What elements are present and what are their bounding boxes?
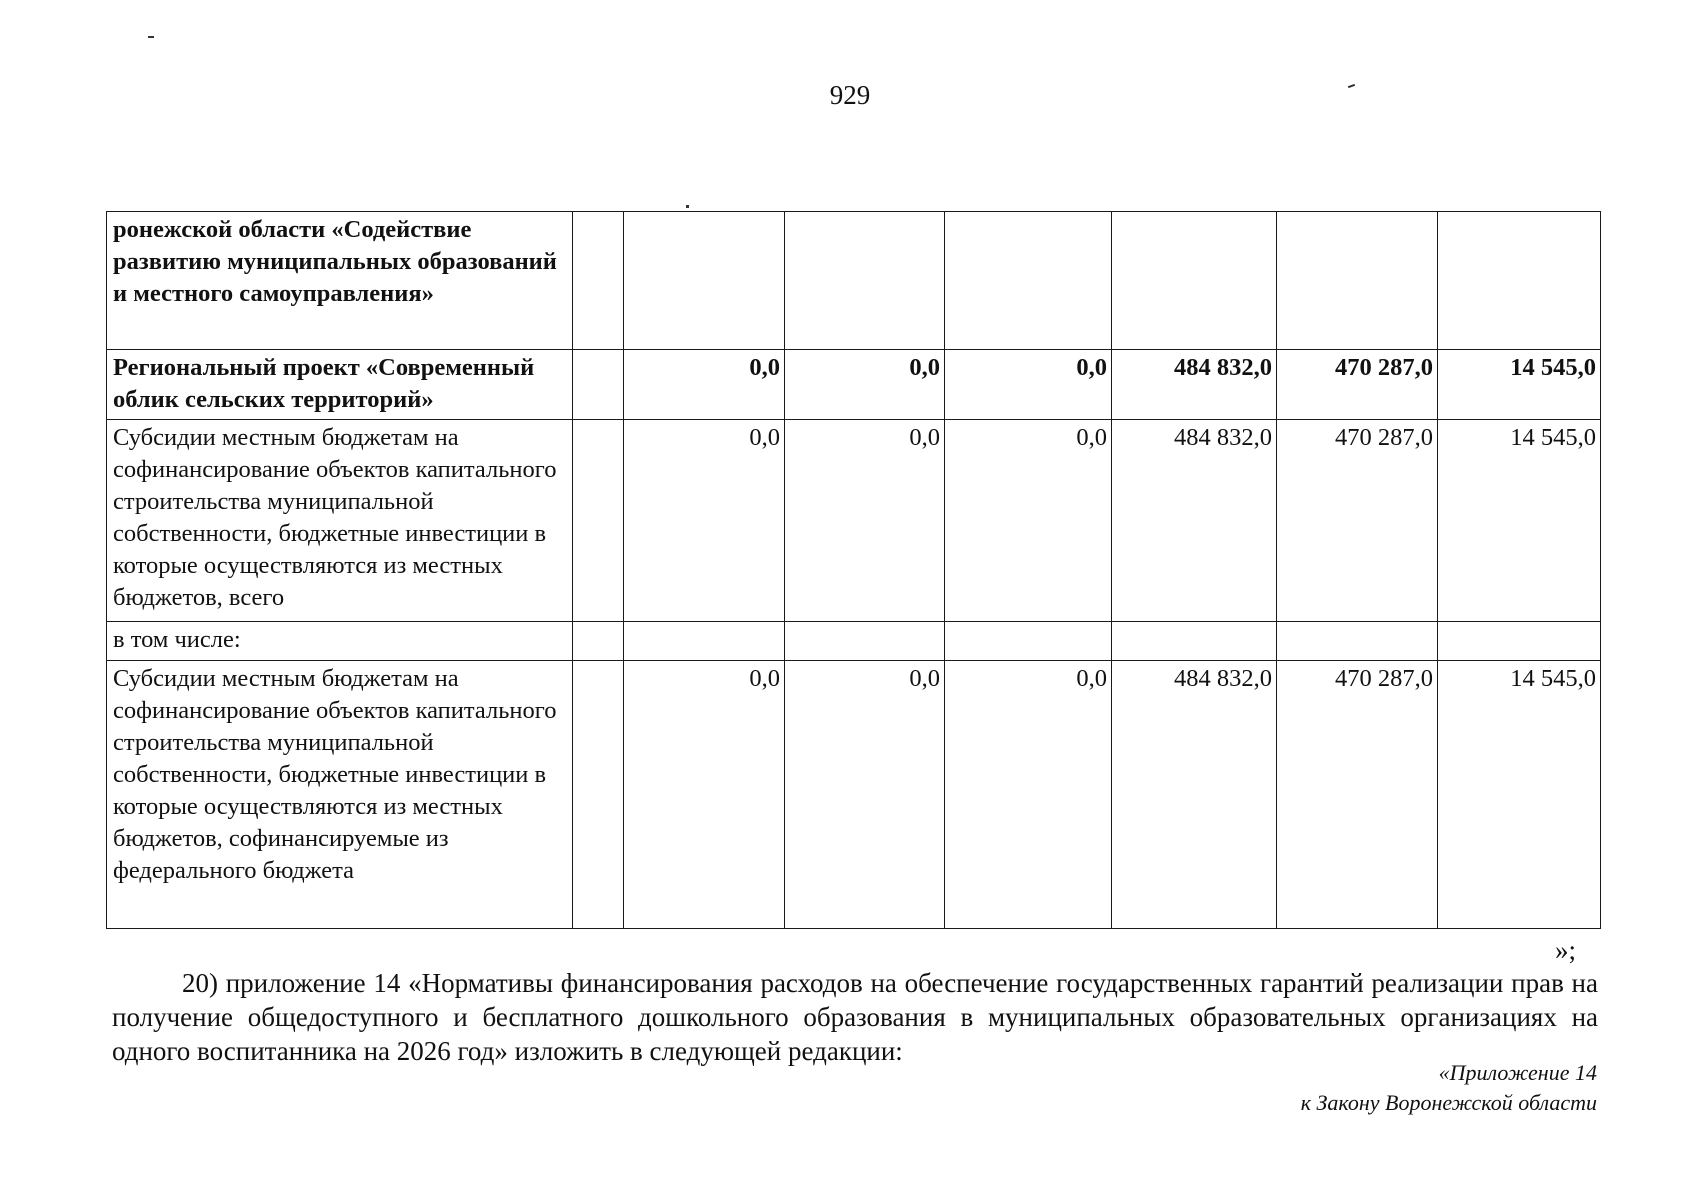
cell: 14 545,0 (1438, 350, 1601, 420)
scan-speck (686, 205, 689, 208)
cell (785, 622, 945, 661)
cell (624, 212, 785, 350)
cell: 0,0 (945, 661, 1112, 929)
appendix-law: к Закону Воронежской области (1300, 1090, 1597, 1115)
cell (573, 350, 624, 420)
cell (945, 212, 1112, 350)
cell: 0,0 (624, 350, 785, 420)
cell (1438, 212, 1601, 350)
cell: 14 545,0 (1438, 420, 1601, 622)
cell (1277, 622, 1438, 661)
cell (624, 622, 785, 661)
cell: 0,0 (785, 350, 945, 420)
cell: 0,0 (945, 420, 1112, 622)
cell: 0,0 (785, 661, 945, 929)
row-label: ронежской области «Содействие развитию муниципальных образований и местного самоуправления» (107, 212, 573, 350)
page-number: 929 (829, 80, 871, 110)
cell (785, 212, 945, 350)
cell (1112, 622, 1277, 661)
cell (945, 622, 1112, 661)
table-row (107, 661, 1601, 929)
table-row (107, 212, 1601, 350)
table-row (107, 350, 1601, 420)
cell: 484 832,0 (1112, 350, 1277, 420)
cell: 470 287,0 (1277, 420, 1438, 622)
cell: 0,0 (624, 661, 785, 929)
cell: 470 287,0 (1277, 661, 1438, 929)
table-row (107, 420, 1601, 622)
cell (1112, 212, 1277, 350)
cell: 484 832,0 (1112, 661, 1277, 929)
cell: 0,0 (624, 420, 785, 622)
cell (573, 622, 624, 661)
cell (1438, 622, 1601, 661)
appendix-reference (1301, 1058, 1597, 1118)
cell (1277, 212, 1438, 350)
table-row (107, 622, 1601, 661)
amendment-paragraph: 20) приложение 14 «Нормативы финансирования расходов на обеспечение государственных гарантий реализации прав на получение общедоступного и бесплатного дошкольного образования в муниципальных образовательных организациях на одного воспитанника на 2026 год» изложить в следующей редакции: (112, 968, 1598, 1066)
cell: 0,0 (945, 350, 1112, 420)
row-label: Региональный проект «Современный облик сельских территорий» (107, 350, 573, 420)
cell: 14 545,0 (1438, 661, 1601, 929)
scan-speck (148, 36, 154, 38)
closing-quote: »; (1555, 935, 1577, 965)
row-label: в том числе: (107, 622, 573, 661)
budget-table (106, 211, 1601, 929)
cell: 470 287,0 (1277, 350, 1438, 420)
row-label: Субсидии местным бюджетам на софинансирование объектов капитального строительства муниципальной собственности, бюджетные инвестиции в которые осуществляются из местных бюджетов, всего (107, 420, 573, 622)
cell (573, 661, 624, 929)
row-label: Субсидии местным бюджетам на софинансирование объектов капитального строительства муниципальной собственности, бюджетные инвестиции в которые осуществляются из местных бюджетов, софинансируемые из федерального бюджета (107, 661, 573, 929)
cell (573, 420, 624, 622)
cell: 484 832,0 (1112, 420, 1277, 622)
appendix-title: «Приложение 14 (1438, 1060, 1597, 1085)
cell: 0,0 (785, 420, 945, 622)
cell (573, 212, 624, 350)
